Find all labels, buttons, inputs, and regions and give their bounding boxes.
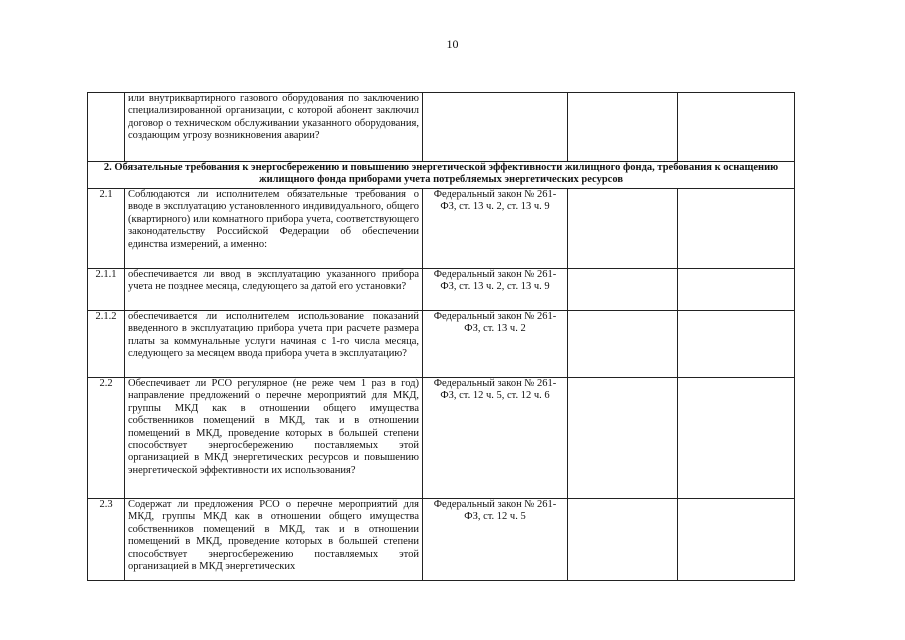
table-row: [88, 311, 795, 378]
law-cell: Федеральный закон № 261-ФЗ, ст. 13 ч. 2: [423, 311, 568, 378]
law-cell: Федеральный закон № 261-ФЗ, ст. 13 ч. 2, ст. 13 ч. 9: [423, 269, 568, 311]
requirement-cell: Содержат ли предложения РСО о перечне мероприятий для МКД, группы МКД как в отношении общего имущества собственников помещений в МКД, так и в отношении помещений в МКД, проведение которых в большей степени способствует энергосбережению поставляемых этой организацией в МКД энергетических: [125, 499, 423, 581]
table-row: [88, 93, 795, 162]
table-row: [88, 378, 795, 499]
requirement-cell: Соблюдаются ли исполнителем обязательные требования о вводе в эксплуатацию установленного индивидуального, общего (квартирного) или комнатного прибора учета, соответствующего законодательству Российской Федерации об обеспечении единства измерений, а именно:: [125, 189, 423, 269]
section-heading: 2. Обязательные требования к энергосбережению и повышению энергетической эффективности жилищного фонда, требования к оснащению жилищного фонда приборами учета потребляемых энергетических ресурсов: [88, 162, 795, 189]
requirement-cell: Обеспечивает ли РСО регулярное (не реже чем 1 раз в год) направление предложений о перечне мероприятий для МКД, группы МКД как в отношении общего имущества собственников помещений в МКД, так и в отношении помещений в МКД, проведение которых в большей степени способствует энергосбережению поставляемых этой организацией в МКД энергетических ресурсов и повышению энергетической эффективности их использования?: [125, 378, 423, 499]
number-cell: 2.3: [88, 499, 125, 581]
empty-cell: [568, 499, 678, 581]
law-cell: Федеральный закон № 261-ФЗ, ст. 13 ч. 2, ст. 13 ч. 9: [423, 189, 568, 269]
number-cell: 2.1: [88, 189, 125, 269]
empty-cell: [568, 378, 678, 499]
empty-cell: [678, 93, 795, 162]
empty-cell: [568, 311, 678, 378]
section-row: [88, 162, 795, 189]
empty-cell: [678, 311, 795, 378]
requirement-cell: обеспечивается ли ввод в эксплуатацию указанного прибора учета не позднее месяца, следующего за датой его установки?: [125, 269, 423, 311]
number-cell: 2.2: [88, 378, 125, 499]
table-row: [88, 499, 795, 581]
requirements-table: [87, 92, 795, 581]
law-cell: Федеральный закон № 261-ФЗ, ст. 12 ч. 5: [423, 499, 568, 581]
page-number: 10: [446, 37, 459, 51]
number-cell: 2.1.1: [88, 269, 125, 311]
empty-cell: [678, 269, 795, 311]
empty-cell: [568, 189, 678, 269]
law-cell: Федеральный закон № 261-ФЗ, ст. 12 ч. 5, ст. 12 ч. 6: [423, 378, 568, 499]
requirement-cell: или внутриквартирного газового оборудования по заключению специализированной организации, с которой абонент заключил договор о техническом обслуживании указанного оборудования, создающим угрозу возникновения аварии?: [125, 93, 423, 162]
requirement-cell: обеспечивается ли исполнителем использование показаний введенного в эксплуатацию прибора учета при расчете размера платы за коммунальные услуги начиная с 1-го числа месяца, следующего за месяцем ввода прибора учета в эксплуатацию?: [125, 311, 423, 378]
empty-cell: [678, 378, 795, 499]
table-row: [88, 269, 795, 311]
number-cell: [88, 93, 125, 162]
table-row: [88, 189, 795, 269]
empty-cell: [568, 269, 678, 311]
empty-cell: [678, 499, 795, 581]
empty-cell: [678, 189, 795, 269]
empty-cell: [568, 93, 678, 162]
law-cell: [423, 93, 568, 162]
number-cell: 2.1.2: [88, 311, 125, 378]
